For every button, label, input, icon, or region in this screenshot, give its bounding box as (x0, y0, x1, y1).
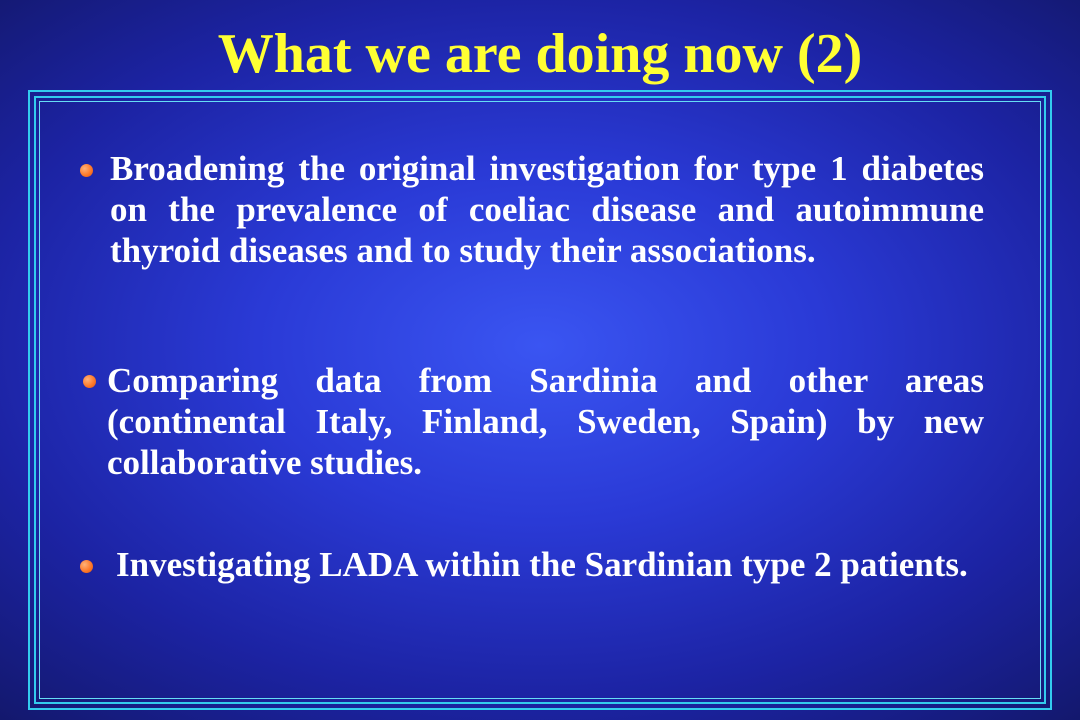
bullet-dot-icon (80, 164, 93, 177)
bullet-item-1: Broadening the original investigation for type 1 diabetes on the prevalence of coeliac disease and autoimmune thyroid diseases and to study their associations. (110, 149, 984, 270)
bullet-dot-icon (83, 375, 96, 388)
slide-title: What we are doing now (2) (217, 23, 863, 85)
bullet-dot-icon (80, 560, 93, 573)
bullet-item-2: Comparing data from Sardinia and other areas (continental Italy, Finland, Sweden, Spain) by new collaborative studies. (107, 361, 984, 482)
bullet-item-3: Investigating LADA within the Sardinian type 2 patients. (116, 545, 968, 584)
